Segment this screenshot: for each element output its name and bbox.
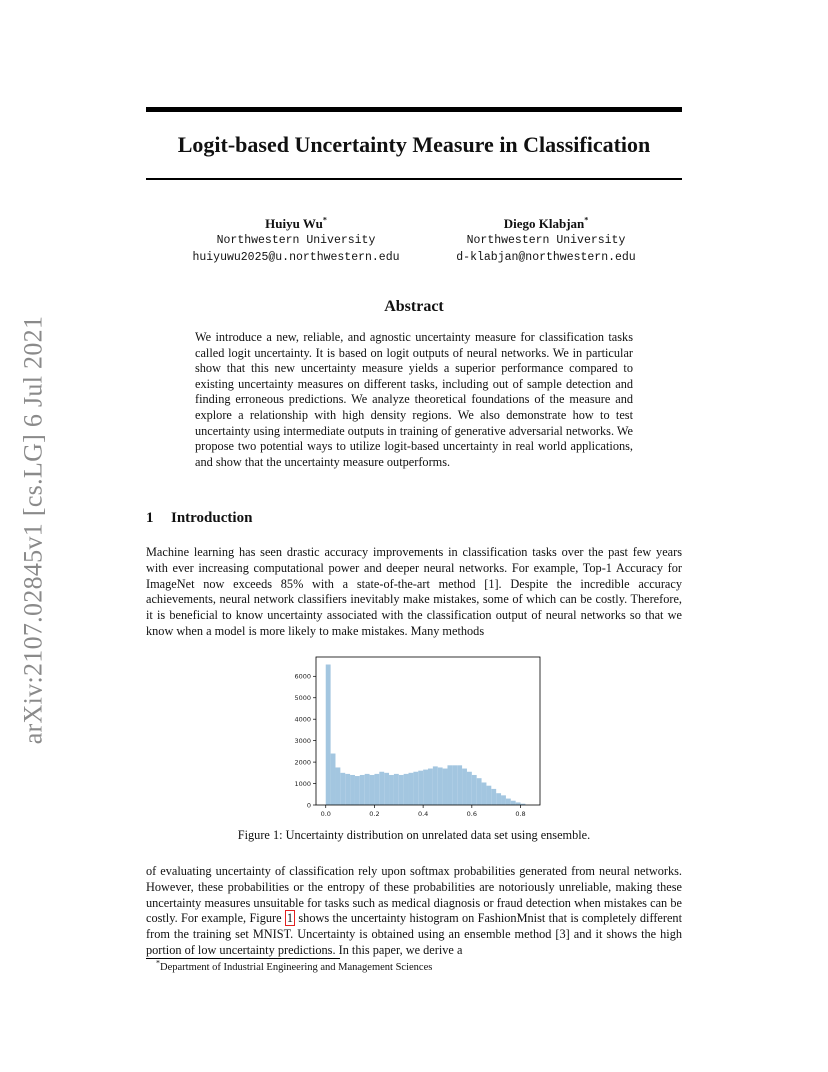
author-footnote-mark: * [584, 215, 589, 225]
histogram-bar [438, 767, 443, 805]
section-title: Introduction [171, 510, 253, 526]
histogram-chart [280, 655, 542, 820]
histogram-bar [477, 778, 482, 805]
histogram-bar [433, 766, 438, 805]
histogram-bar [511, 801, 516, 805]
author-email: huiyuwu2025@u.northwestern.edu [192, 251, 400, 264]
histogram-bar [413, 772, 418, 805]
footnote-mark: * [156, 958, 160, 968]
intro-paragraph-2: of evaluating uncertainty of classification rely upon softmax probabilities generated from neural networks. However, these probabilities or the entropy of these probabilities are notoriously unreliable, making these uncertainty measures unsuitable for tasks such as medical diagnosis or fraud detection when mistakes can be costly. For example, Figure 1 shows the uncertainty histogram on FashionMnist that is completely different from the training set MNIST. Uncertainty is obtained using an ensemble method [3] and it shows the high portion of low uncertainty predictions. In this paper, we derive a [146, 864, 682, 957]
x-tick-label: 0.0 [320, 810, 331, 818]
histogram-bar [374, 774, 379, 805]
histogram-bar [486, 786, 491, 805]
histogram-bar [506, 799, 511, 805]
y-tick-label: 1000 [294, 779, 311, 788]
abstract-text: We introduce a new, reliable, and agnostic uncertainty measure for classification tasks called logit uncertainty. It is based on logit outputs of neural networks. We in particular show that this new uncertainty measure yields a superior performance compared to existing uncertainty measures on different tasks, including out of sample detection and finding erroneous predictions. We analyze theoretical foundations of the measure and explore a relationship with high density regions. We also demonstrate how to test uncertainty using intermediate outputs in training of generative adversarial networks. We propose two potential ways to utilize logit-based uncertainty in real world applications, and show that the uncertainty measure outperforms. [195, 330, 633, 469]
intro-paragraph-1: Machine learning has seen drastic accuracy improvements in classification tasks over the past few years with ever increasing computational power and deeper neural networks. For example, Top-1 Accuracy for ImageNet now exceeds 85% with a state-of-the-art method [1]. Despite the incredible accuracy achievements, neural network classifiers inevitably make mistakes, some of which can be costly. Therefore, it is beneficial to know uncertainty associated with the classification output of neural networks so that we know when a model is more likely to make mistakes. Many methods [146, 545, 682, 638]
y-tick-label: 2000 [294, 758, 311, 767]
histogram-bar [482, 782, 487, 805]
histogram-bar [443, 769, 448, 805]
histogram-bar [409, 773, 414, 805]
histogram-bar [423, 770, 428, 805]
y-tick-label: 0 [306, 801, 311, 810]
title-bottom-rule [146, 178, 682, 180]
histogram-bar [457, 765, 462, 805]
y-tick-label: 6000 [294, 672, 311, 681]
arxiv-identifier [6, 300, 60, 760]
section-number: 1 [146, 510, 154, 526]
histogram-bar [389, 775, 394, 805]
histogram-bar [467, 772, 472, 805]
histogram-bar [331, 754, 336, 805]
arxiv-identifier-text: arXiv:2107.02845v1 [cs.LG] 6 Jul 2021 [18, 315, 47, 745]
histogram-bar [394, 774, 399, 805]
author-block-2 [436, 215, 656, 266]
author-email: d-klabjan@northwestern.edu [456, 251, 636, 264]
figure-histogram [280, 655, 542, 820]
histogram-bar [345, 774, 350, 805]
histogram-bar [360, 775, 365, 805]
author-name: Diego Klabjan* [503, 215, 589, 231]
section-heading [146, 510, 252, 527]
histogram-bar [496, 793, 501, 805]
footnote [156, 958, 433, 973]
histogram-bar [501, 795, 506, 805]
histogram-bar [462, 769, 467, 805]
histogram-bar [447, 765, 452, 805]
histogram-bar [370, 775, 375, 805]
histogram-bar [340, 773, 345, 805]
author-block-1 [180, 215, 412, 266]
histogram-bar [379, 772, 384, 805]
abstract-heading: Abstract [384, 298, 444, 315]
author-name: Huiyu Wu* [265, 215, 327, 231]
histogram-bar [384, 773, 389, 805]
footnote-rule [146, 958, 340, 959]
histogram-bar [335, 767, 340, 805]
y-tick-label: 5000 [294, 694, 311, 703]
histogram-bar [355, 776, 360, 805]
x-tick-label: 0.8 [515, 810, 526, 818]
histogram-bar [399, 775, 404, 805]
histogram-bar [491, 789, 496, 805]
paper-title: Logit-based Uncertainty Measure in Classification [177, 132, 651, 157]
histogram-bar [404, 774, 409, 805]
histogram-bar [428, 769, 433, 805]
histogram-bar [326, 665, 331, 805]
author-affiliation: Northwestern University [466, 234, 626, 247]
figure-caption: Figure 1: Uncertainty distribution on unrelated data set using ensemble. [237, 828, 591, 842]
y-tick-label: 3000 [294, 736, 311, 745]
title-top-rule [146, 107, 682, 112]
author-footnote-mark: * [322, 215, 327, 225]
histogram-bar [365, 774, 370, 805]
x-tick-label: 0.6 [466, 810, 477, 818]
histogram-bar [418, 771, 423, 805]
y-tick-label: 4000 [294, 715, 311, 724]
x-tick-label: 0.4 [417, 810, 429, 818]
footnote-text: Department of Industrial Engineering and Management Sciences [160, 962, 433, 973]
figure-reference-link[interactable]: 1 [286, 911, 294, 926]
histogram-bar [452, 765, 457, 805]
x-tick-label: 0.2 [369, 810, 380, 818]
author-affiliation: Northwestern University [216, 234, 376, 247]
histogram-bar [350, 775, 355, 805]
histogram-bar [472, 775, 477, 805]
